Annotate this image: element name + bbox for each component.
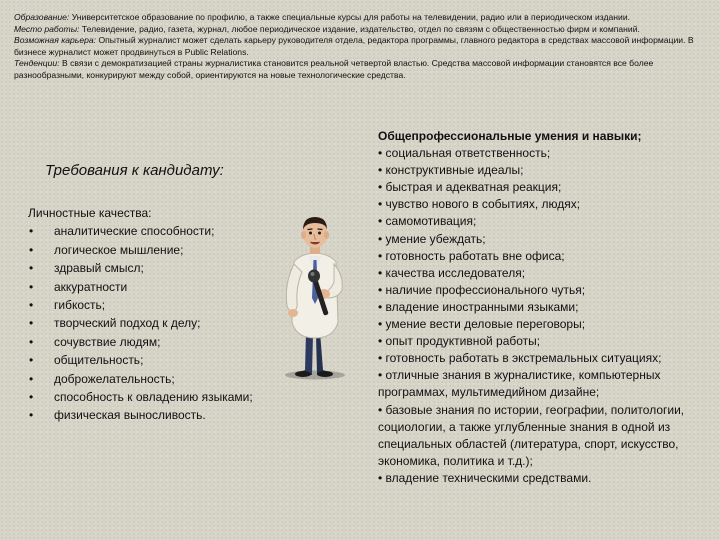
list-item: • владение техническими средствами.: [378, 470, 592, 485]
skills-heading: Общепрофессиональные умения и навыки;: [378, 129, 642, 143]
personal-list: [28, 222, 298, 424]
list-item: • творческий подход к делу;: [28, 314, 298, 332]
list-item: • социальная ответственность;: [378, 146, 551, 161]
list-item: • физическая выносливость.: [28, 406, 298, 424]
intro-education: [14, 12, 706, 24]
list-item: • аккуратности: [28, 278, 298, 296]
intro-label: Тенденции:: [14, 58, 60, 69]
list-item: • наличие профессионального чутья;: [378, 282, 586, 297]
list-item: • умение вести деловые переговоры;: [378, 317, 586, 332]
list-item: • готовность работать в экстремальных ситуациях;: [378, 351, 662, 366]
list-item: • базовые знания по истории, географии, политологии, социологии, а также углубленные знания в одной из специальных областей (литература, спорт, искусство, экономика, политика и т.д.);: [378, 402, 685, 468]
list-item: • аналитические способности;: [28, 222, 298, 240]
intro-trends: [14, 58, 706, 81]
list-item: • умение убеждать;: [378, 231, 486, 246]
intro-label: Место работы:: [14, 23, 80, 34]
list-item: • сочувствие людям;: [28, 333, 298, 351]
professional-skills: [378, 128, 708, 487]
list-item: • самомотивация;: [378, 214, 477, 229]
list-item: • чувство нового в событиях, людях;: [378, 197, 581, 212]
list-item: • готовность работать вне офиса;: [378, 248, 565, 263]
list-item: • конструктивные идеалы;: [378, 163, 524, 178]
intro-block: [14, 12, 706, 82]
list-item: • логическое мышление;: [28, 241, 298, 259]
list-item: • доброжелательность;: [28, 370, 298, 388]
list-item: • отличные знания в журналистике, компьютерных программах, мультимедийном дизайне;: [378, 368, 661, 400]
intro-text: Телевидение, радио, газета, журнал, любое периодическое издание, издательство, отдел по связям с общественностью фирм и компаний.: [79, 23, 640, 34]
intro-text: Университетское образование по профилю, а также специальные курсы для работы на телевидении, радио или в периодическом издании.: [69, 12, 631, 22]
intro-label: Образование:: [14, 12, 70, 22]
list-item: • владение иностранными языками;: [378, 299, 579, 314]
list-item: • качества исследователя;: [378, 265, 526, 280]
requirements-title: Требования к кандидату:: [45, 162, 224, 179]
personal-qualities: [28, 204, 298, 425]
reporter-with-microphone-icon: [272, 212, 358, 382]
intro-label: Возможная карьера:: [14, 35, 97, 46]
intro-career: [14, 35, 706, 58]
list-item: • опыт продуктивной работы;: [378, 334, 541, 349]
personal-heading: Личностные качества:: [28, 206, 152, 220]
intro-workplace: [14, 24, 706, 36]
skills-list: [378, 145, 708, 487]
intro-text: Опытный журналист может сделать карьеру руководителя отдела, редактора программы, главного редактора в средствах массовой информации. В бизнесе журналист может продвинуться в Public Relations.: [14, 35, 694, 57]
list-item: • быстрая и адекватная реакция;: [378, 180, 562, 195]
list-item: • гибкость;: [28, 296, 298, 314]
list-item: • здравый смысл;: [28, 259, 298, 277]
intro-text: В связи с демократизацией страны журналистика становится реальной четвертой властью. Средства массовой информации становятся все более разнообразными, конкурируют между собой, ориентируются на новые технологические средства.: [14, 58, 654, 80]
list-item: • общительность;: [28, 351, 298, 369]
list-item: • способность к овладению языками;: [28, 388, 298, 406]
